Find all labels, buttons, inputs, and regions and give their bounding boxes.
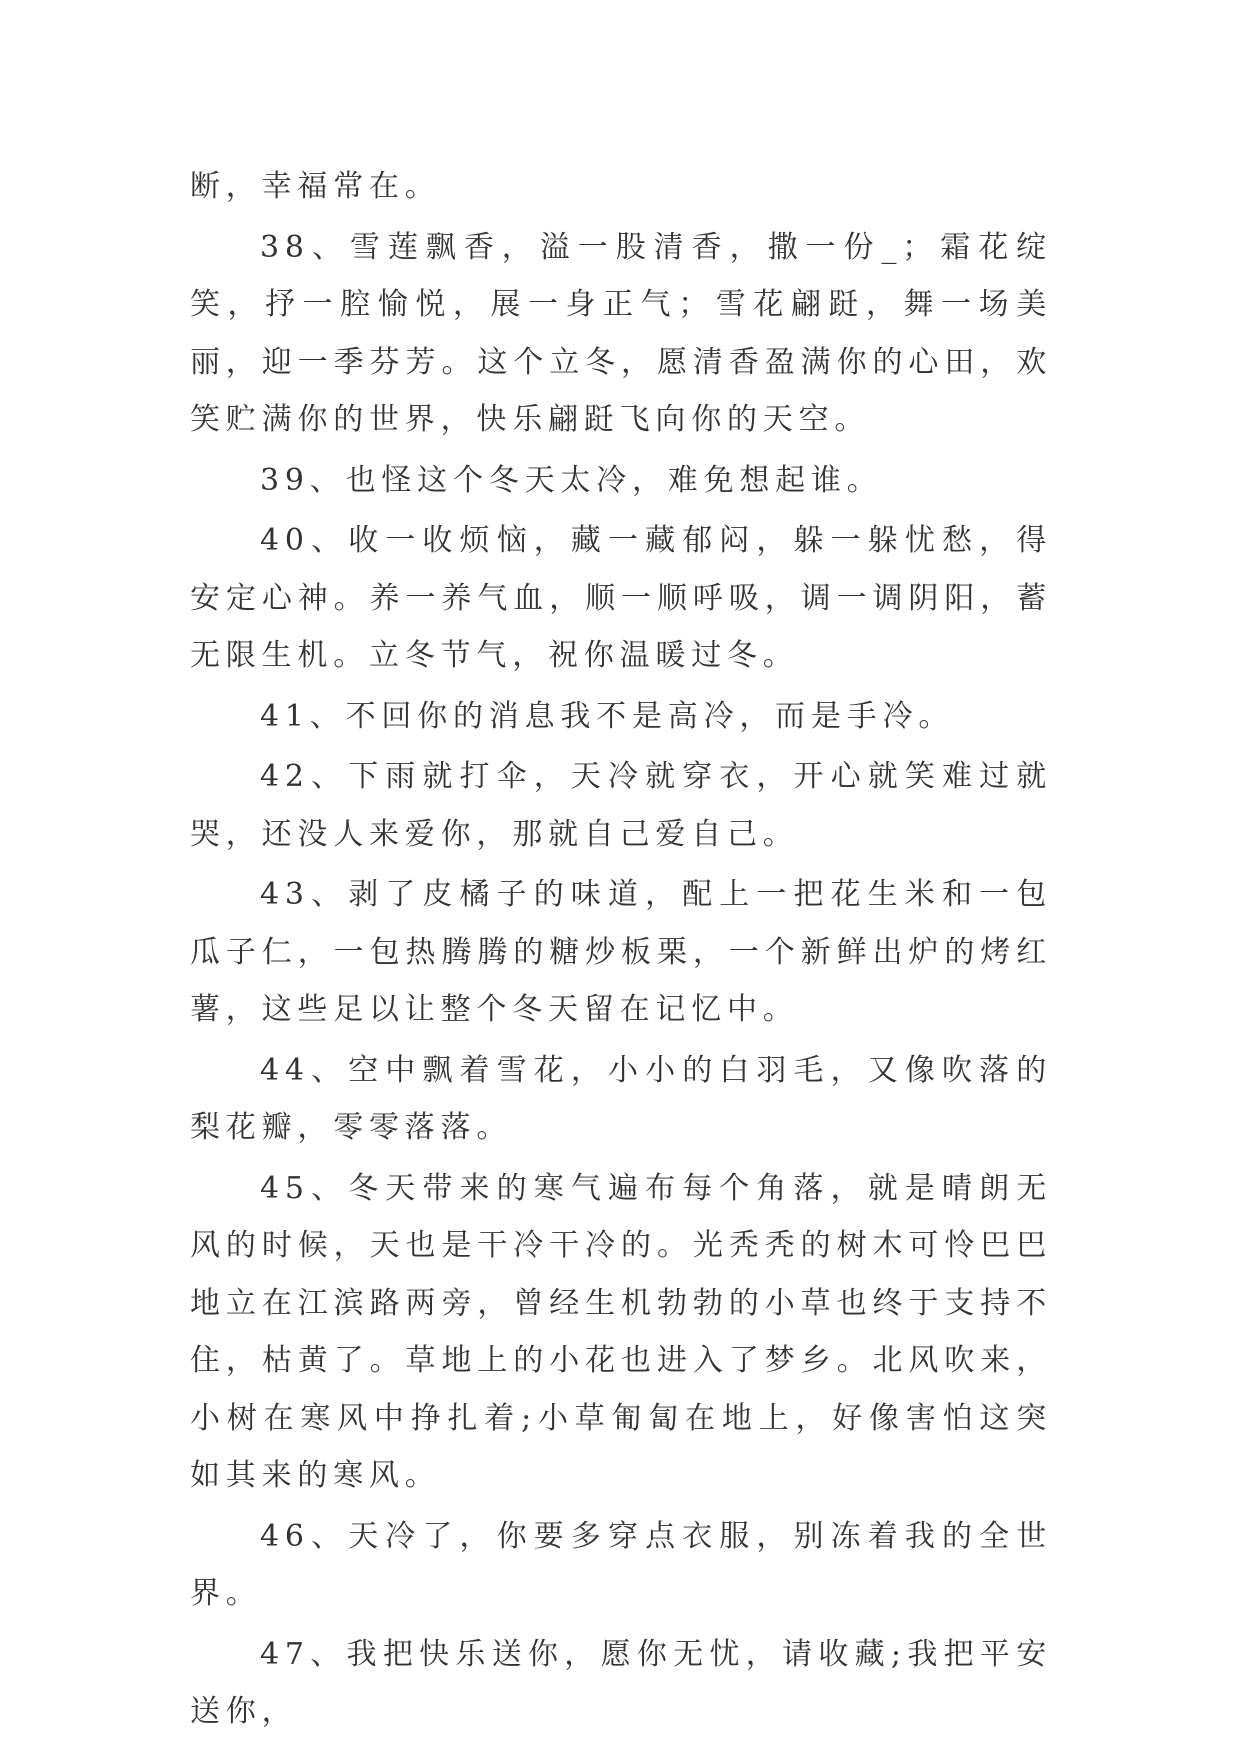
paragraph-item-45: 45、冬天带来的寒气遍布每个角落，就是晴朗无风的时候，天也是干冷干冷的。光秃秃的树木可怜巴巴地立在江滨路两旁，曾经生机勃勃的小草也终于支持不住，枯黄了。草地上的小花也进入了梦乡。北风吹来，小树在寒风中挣扎着;小草匍匐在地上，好像害怕这突如其来的寒风。 xyxy=(190,1170,1052,1493)
paragraph-item-43: 43、剥了皮橘子的味道，配上一把花生米和一包瓜子仁，一包热腾腾的糖炒板栗，一个新鲜出炉的烤红薯，这些足以让整个冬天留在记忆中。 xyxy=(190,877,1052,1027)
document-body xyxy=(190,158,1052,1744)
paragraph-item-41: 41、不回你的消息我不是高冷，而是手冷。 xyxy=(260,698,955,734)
paragraph-item-42: 42、下雨就打伞，天冷就穿衣，开心就笑难过就哭，还没人来爱你，那就自己爱自己。 xyxy=(190,759,1052,852)
paragraph-continuation: 断，幸福常在。 xyxy=(190,169,441,204)
paragraph-item-44: 44、空中飘着雪花，小小的白羽毛，又像吹落的梨花瓣，零零落落。 xyxy=(190,1052,1052,1145)
paragraph-item-40: 40、收一收烦恼，藏一藏郁闷，躲一躲忧愁，得安定心神。养一养气血，顺一顺呼吸，调一调阴阳，蓄无限生机。立冬节气，祝你温暖过冬。 xyxy=(190,523,1052,673)
paragraph-item-38: 38、雪莲飘香，溢一股清香，撒一份_；霜花绽笑，抒一腔愉悦，展一身正气；雪花翩跹，舞一场美丽，迎一季芬芳。这个立冬，愿清香盈满你的心田，欢笑贮满你的世界，快乐翩跹飞向你的天空。 xyxy=(190,229,1052,437)
paragraph-item-39: 39、也怪这个冬天太冷，难免想起谁。 xyxy=(260,462,883,498)
paragraph-item-46: 46、天冷了，你要多穿点衣服，别冻着我的全世界。 xyxy=(190,1518,1052,1611)
paragraph-item-47: 47、我把快乐送你，愿你无忧，请收藏;我把平安送你， xyxy=(190,1636,1052,1729)
